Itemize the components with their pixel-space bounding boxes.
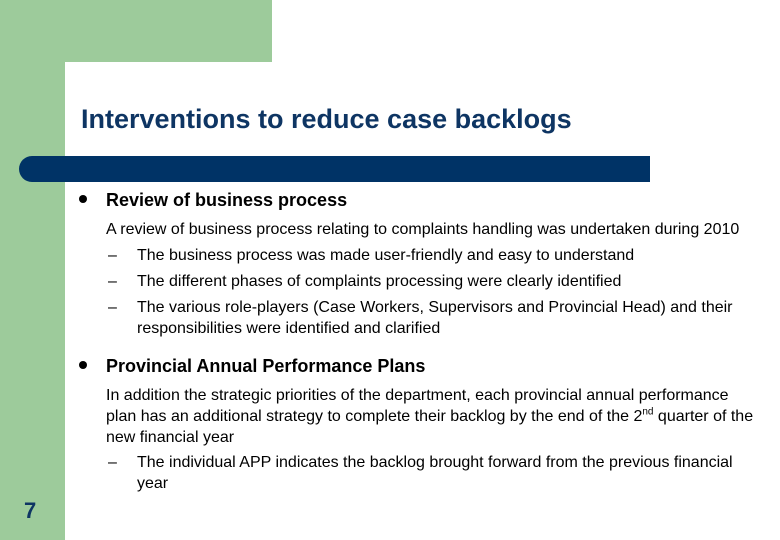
superscript: nd	[642, 406, 654, 418]
dash-icon: –	[108, 247, 117, 264]
decor-corner	[65, 62, 105, 102]
bullet-heading	[79, 356, 759, 377]
dash-icon: –	[108, 273, 117, 290]
bullet-icon	[79, 361, 87, 369]
paragraph: A review of business process relating to complaints handling was undertaken during 2010	[106, 221, 740, 238]
slide-number: 7	[24, 498, 37, 523]
bullet-heading	[79, 190, 759, 211]
paragraph-text: In addition the strategic priorities of the department, each provincial annual performance plan has an additional strategy to complete their backlog by the end of the 2	[106, 387, 729, 425]
sub-text: The business process was made user-friendly and easy to understand	[137, 247, 635, 264]
dash-icon: –	[108, 299, 117, 316]
sub-text: The various role-players (Case Workers, Supervisors and Provincial Head) and their responsibilities were identified and clarified	[137, 299, 733, 337]
paragraph-text: quarter of the new financial year	[106, 408, 754, 446]
heading-text: Review of business process	[106, 190, 348, 210]
sub-item	[79, 271, 759, 292]
title-underline-bar	[19, 156, 650, 182]
sub-text: The individual APP indicates the backlog brought forward from the previous financial year	[137, 454, 733, 492]
sub-text: The different phases of complaints processing were clearly identified	[137, 273, 622, 290]
decor-green-left	[0, 0, 65, 540]
sub-item	[79, 245, 759, 266]
paragraph	[79, 385, 759, 448]
slide-content	[79, 190, 759, 494]
sub-item	[79, 452, 759, 494]
slide-title: Interventions to reduce case backlogs	[81, 104, 572, 134]
dash-icon: –	[108, 454, 117, 471]
bullet-icon	[79, 195, 87, 203]
heading-text: Provincial Annual Performance Plans	[106, 356, 426, 376]
sub-item	[79, 297, 759, 339]
